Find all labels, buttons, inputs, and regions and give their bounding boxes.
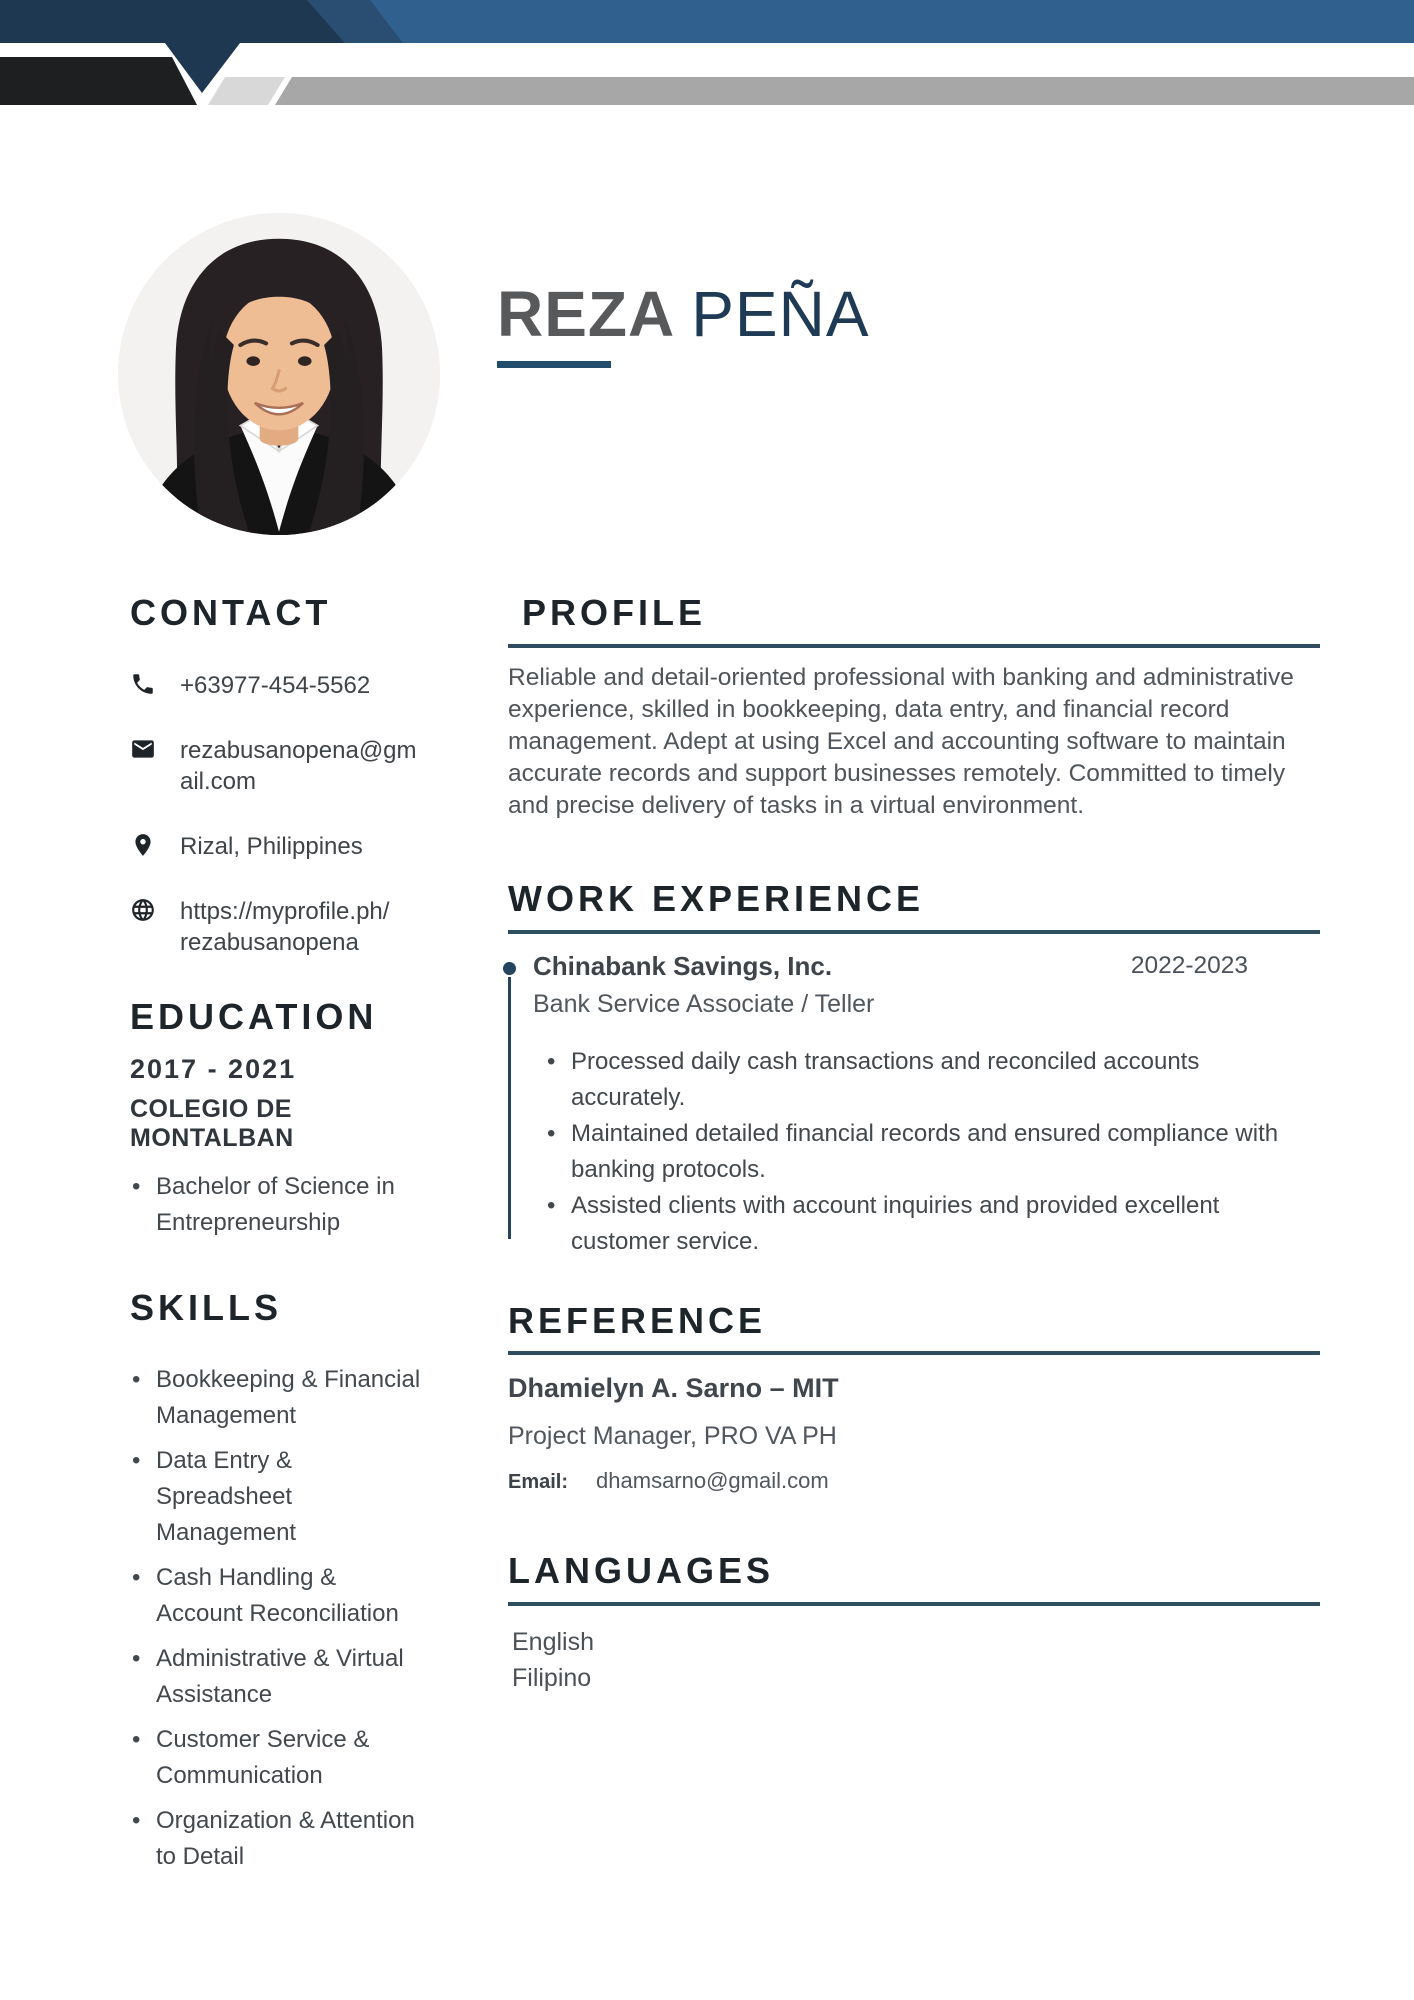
- contact-phone-row: [130, 670, 426, 701]
- job-header-left: [533, 950, 874, 1020]
- website-url: [180, 896, 389, 958]
- last-name: PEÑA: [691, 278, 870, 350]
- job-bullet: • Processed daily cash transactions and reconciled accounts accurately.: [545, 1044, 1320, 1116]
- skill-item: • Administrative & Virtual Assistance: [130, 1641, 426, 1713]
- reference-name: Dhamielyn A. Sarno – MIT: [508, 1373, 839, 1404]
- languages-list: [508, 1624, 1320, 1696]
- portrait-illustration: [118, 213, 440, 535]
- contact-website-row: [130, 896, 426, 958]
- contact-list: [130, 670, 426, 958]
- reference-divider: [508, 1351, 1320, 1355]
- contact-email-row: [130, 735, 426, 797]
- reference-heading: REFERENCE: [508, 1299, 767, 1341]
- work-divider: [508, 930, 1320, 934]
- skills-heading: SKILLS: [130, 1286, 283, 1328]
- skill-item: • Organization & Attention to Detail: [130, 1803, 426, 1875]
- job-title: Bank Service Associate / Teller: [533, 989, 875, 1018]
- job-entry: [508, 950, 1320, 1260]
- profile-photo: [118, 213, 440, 535]
- header-banner: [0, 0, 1414, 110]
- website-line2: rezabusanopena: [180, 928, 359, 956]
- skills-list: [130, 1362, 426, 1875]
- language-item: Filipino: [512, 1664, 592, 1693]
- job-bullet: • Maintained detailed financial records and ensured compliance with banking protocols.: [545, 1116, 1320, 1188]
- language-item: English: [512, 1628, 594, 1657]
- education-degree-list: [130, 1169, 426, 1241]
- right-column: [508, 594, 1320, 1696]
- job-dates: 2022-2023: [1130, 951, 1248, 979]
- education-school: COLEGIO DE MONTALBAN: [130, 1094, 294, 1152]
- banner-graphic: [0, 0, 1414, 110]
- first-name: REZA: [497, 278, 676, 350]
- languages-divider: [508, 1602, 1320, 1606]
- contact-heading: CONTACT: [130, 592, 332, 633]
- education-heading: EDUCATION: [130, 995, 378, 1037]
- skill-item: • Bookkeeping & Financial Management: [130, 1362, 426, 1434]
- contact-location-row: [130, 831, 426, 862]
- globe-icon: [130, 897, 156, 923]
- left-column: [130, 594, 426, 1884]
- education-years: 2017 - 2021: [130, 1053, 297, 1084]
- website-line1: https://myprofile.ph/: [180, 897, 390, 925]
- reference-email-row: [508, 1468, 1320, 1494]
- profile-text: Reliable and detail-oriented professional with banking and administrative experience, skilled in bookkeeping, data entry, and financial record management. Adept at using Excel and accounting software to maintain accurate records and support businesses remotely. Committed to timely and precise delivery of tasks in a virtual environment.: [508, 663, 1294, 819]
- job-bullet-list: [545, 1044, 1320, 1260]
- skill-item: • Cash Handling & Account Reconciliation: [130, 1560, 426, 1632]
- skill-item: • Customer Service & Communication: [130, 1722, 426, 1794]
- work-experience-heading: WORK EXPERIENCE: [508, 877, 925, 919]
- languages-heading: LANGUAGES: [508, 1550, 775, 1592]
- reference-email-label: Email:: [508, 1471, 569, 1494]
- reference-title: Project Manager, PRO VA PH: [508, 1422, 837, 1451]
- name-underline: [497, 361, 611, 368]
- email-icon: [130, 736, 156, 762]
- phone-number: +63977-454-5562: [180, 671, 371, 699]
- education-degree: • Bachelor of Science in Entrepreneurship: [130, 1169, 426, 1241]
- company-name: Chinabank Savings, Inc.: [533, 950, 833, 981]
- profile-divider: [508, 644, 1320, 648]
- reference-email: dhamsarno@gmail.com: [596, 1468, 829, 1494]
- name-block: [497, 278, 870, 368]
- location-text: Rizal, Philippines: [180, 832, 363, 860]
- timeline-dot: [503, 962, 516, 975]
- timeline-line: [508, 977, 511, 1239]
- job-header: [533, 950, 1320, 1020]
- location-pin-icon: [130, 832, 156, 858]
- skill-item: • Data Entry & Spreadsheet Management: [130, 1443, 426, 1551]
- profile-heading: PROFILE: [522, 592, 707, 633]
- email-address: rezabusanopena@gmail.com: [180, 736, 417, 795]
- phone-icon: [130, 671, 156, 697]
- job-bullet: • Assisted clients with account inquiries and provided excellent customer service.: [545, 1188, 1320, 1260]
